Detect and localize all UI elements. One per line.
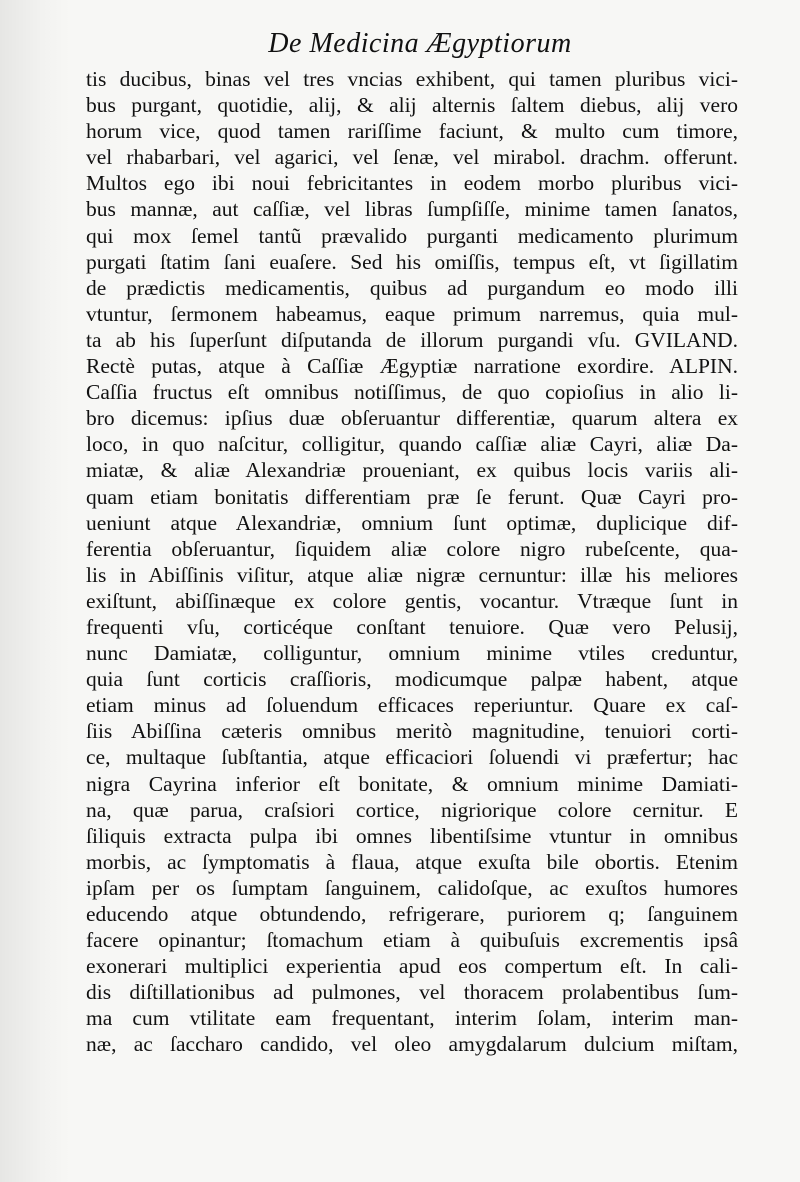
text-line: miatæ, & aliæ Alexandriæ proueniant, ex quibus locis variis ali- <box>86 458 738 483</box>
text-line: nigra Cayrina inferior eſt bonitate, & omnium minime Damiati- <box>86 771 738 796</box>
text-line: exiſtunt, abiſſinæque ex colore gentis, vocantur. Vtræque ſunt in <box>86 588 738 613</box>
text-line: nunc Damiatæ, colliguntur, omnium minime vtiles creduntur, <box>86 641 738 666</box>
text-line: quam etiam bonitatis differentiam præ ſe ferunt. Quæ Cayri pro- <box>86 484 738 509</box>
text-line: bus purgant, quotidie, alij, & alij alternis ſaltem diebus, alij vero <box>86 93 738 118</box>
running-head: De Medicina Ægyptiorum <box>268 28 572 59</box>
text-line: exonerari multiplici experientia apud eos compertum eſt. In cali- <box>86 954 738 979</box>
text-line: ueniunt atque Alexandriæ, omnium ſunt optimæ, duplicique dif- <box>86 510 738 535</box>
text-line: tis ducibus, binas vel tres vncias exhibent, qui tamen pluribus vici- <box>86 67 738 91</box>
text-line: ta ab his ſuperſunt diſputanda de illorum purgandi vſu. GVILAND. <box>86 327 738 352</box>
page-gutter-shadow <box>0 0 70 1182</box>
text-line: Multos ego ibi noui febricitantes in eodem morbo pluribus vici- <box>86 171 738 196</box>
text-line: quia ſunt corticis craſſioris, modicumque palpæ habent, atque <box>86 667 738 692</box>
text-line: ipſam per os ſumptam ſanguinem, calidoſque, ac exuſtos humores <box>86 875 738 900</box>
body-text <box>86 66 738 1058</box>
text-line: facere opinantur; ſtomachum etiam à quibuſuis excrementis ipsâ <box>86 928 738 953</box>
text-line: ſiliquis extracta pulpa ibi omnes libentiſsime vtuntur in omnibus <box>86 823 738 848</box>
text-line: Rectè putas, atque à Caſſiæ Ægyptiæ narratione exordire. ALPIN. <box>86 354 738 379</box>
text-line: morbis, ac ſymptomatis à flaua, atque exuſta bile obortis. Etenim <box>86 849 738 874</box>
text-line: de prædictis medicamentis, quibus ad purgandum eo modo illi <box>86 275 738 300</box>
text-line: ma cum vtilitate eam frequentant, interim ſolam, interim man- <box>86 1006 738 1031</box>
text-line: lis in Abiſſinis viſitur, atque aliæ nigræ cernuntur: illæ his meliores <box>86 562 738 587</box>
text-line: vtuntur, ſermonem habeamus, eaque primum narremus, quia mul- <box>86 301 738 326</box>
text-line: qui mox ſemel tantũ prævalido purganti medicamento plurimum <box>86 223 738 248</box>
text-line: horum vice, quod tamen rariſſime faciunt, & multo cum timore, <box>86 119 738 144</box>
text-line: ferentia obſeruantur, ſiquidem aliæ colore nigro rubeſcente, qua- <box>86 536 738 561</box>
text-line: educendo atque obtundendo, refrigerare, puriorem q; ſanguinem <box>86 902 738 926</box>
text-line: vel rhabarbari, vel agarici, vel ſenæ, vel mirabol. drachm. offerunt. <box>86 145 738 170</box>
text-line: dis diſtillationibus ad pulmones, vel thoracem prolabentibus ſum- <box>86 980 738 1005</box>
text-line: næ, ac ſaccharo candido, vel oleo amygdalarum dulcium miſtam, <box>86 1032 738 1057</box>
text-line: purgati ſtatim ſani euaſere. Sed his omiſſis, tempus eſt, vt ſigillatim <box>86 249 738 274</box>
text-line: ce, multaque ſubſtantia, atque efficaciori ſoluendi vi præfertur; hac <box>86 745 738 770</box>
text-line: Caſſia fructus eſt omnibus notiſſimus, de quo copioſius in alio li- <box>86 380 738 405</box>
text-line: bro dicemus: ipſius duæ obſeruantur differentiæ, quarum altera ex <box>86 406 738 431</box>
text-line: ſiis Abiſſina cæteris omnibus meritò magnitudine, tenuiori corti- <box>86 719 738 744</box>
text-line: loco, in quo naſcitur, colligitur, quando caſſiæ aliæ Cayri, aliæ Da- <box>86 432 738 457</box>
text-line: frequenti vſu, corticéque conſtant tenuiore. Quæ vero Pelusij, <box>86 614 738 639</box>
text-line: bus mannæ, aut caſſiæ, vel libras ſumpſiſſe, minime tamen ſanatos, <box>86 197 738 222</box>
text-line: etiam minus ad ſoluendum efficaces reperiuntur. Quare ex caſ- <box>86 693 738 718</box>
text-line: na, quæ parua, craſsiori cortice, nigriorique colore cernitur. E <box>86 797 738 822</box>
